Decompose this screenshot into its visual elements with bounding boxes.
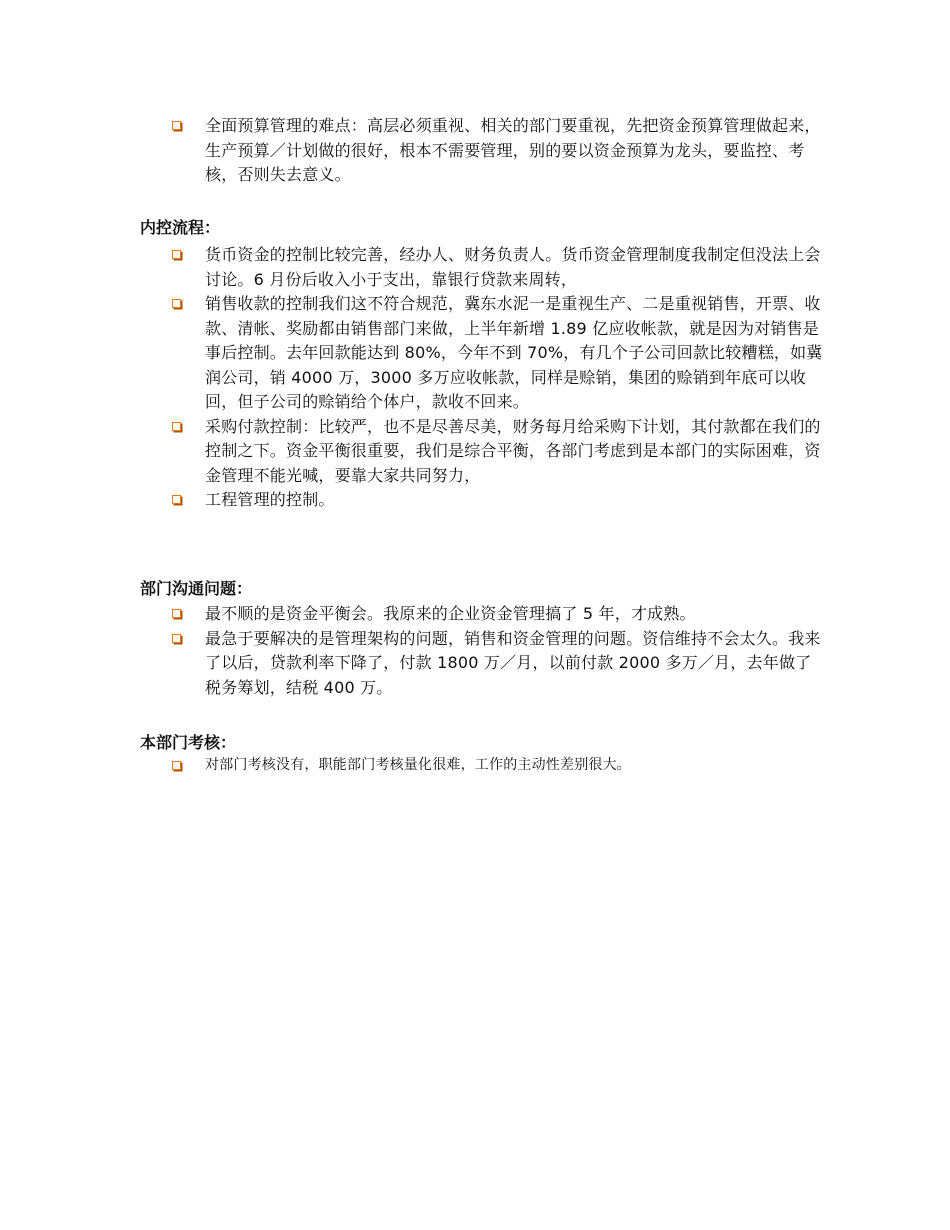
- square-bullet-icon: [172, 422, 181, 431]
- list-item: [0, 292, 825, 415]
- square-bullet-icon: [172, 634, 181, 643]
- square-bullet-icon: [172, 121, 181, 130]
- list-item: [0, 753, 825, 777]
- list-item: [0, 243, 825, 292]
- section-heading-assessment: 本部门考核：: [140, 733, 237, 752]
- square-bullet-icon: [172, 761, 181, 770]
- square-bullet-icon: [172, 250, 181, 259]
- assessment-list: [0, 753, 950, 777]
- communication-list: [0, 602, 950, 700]
- list-item-text: 货币资金的控制比较完善，经办人、财务负责人。货币资金管理制度我制定但没法上会讨论。6 月份后收入小于支出，靠银行贷款来周转，: [205, 245, 821, 289]
- list-item-text: 最急于要解决的是管理架构的问题，销售和资金管理的问题。资信维持不会太久。我来了以后，贷款利率下降了，付款 1800 万／月，以前付款 2000 多万／月，去年做了税务筹划，结税 400 万。: [205, 628, 821, 697]
- list-item: [0, 415, 825, 489]
- square-bullet-icon: [172, 495, 181, 504]
- list-item: [0, 114, 825, 188]
- square-bullet-icon: [172, 299, 181, 308]
- section-heading-internal-control: 内控流程：: [140, 218, 221, 237]
- list-item: [0, 627, 825, 701]
- list-item-text: 全面预算管理的难点：高层必须重视、相关的部门要重视，先把资金预算管理做起来，生产预算／计划做的很好，根本不需要管理，别的要以资金预算为龙头，要监控、考核，否则失去意义。: [205, 116, 821, 184]
- list-item-text: 对部门考核没有，职能部门考核量化很难，工作的主动性差别很大。: [205, 757, 631, 773]
- intro-list: [0, 114, 950, 188]
- list-item-text: 工程管理的控制。: [205, 490, 335, 509]
- internal-control-list: [0, 243, 950, 513]
- list-item: [0, 602, 825, 627]
- list-item-text: 采购付款控制：比较严，也不是尽善尽美，财务每月给采购下计划，其付款都在我们的控制之下。资金平衡很重要，我们是综合平衡，各部门考虑到是本部门的实际困难，资金管理不能光喊，要靠大家共同努力，: [205, 416, 821, 485]
- list-item: [0, 488, 825, 513]
- section-heading-communication: 部门沟通问题：: [140, 579, 253, 598]
- list-item-text: 销售收款的控制我们这不符合规范，冀东水泥一是重视生产、二是重视销售，开票、收款、清帐、奖励都由销售部门来做，上半年新增 1.89 亿应收帐款，就是因为对销售是事后控制。去年回款能达到 80%，今年不到 70%，有几个子公司回款比较糟糕，如冀润公司，销 4000 万，3000 多万应收帐款，同样是赊销，集团的赊销到年底可以收回，但子公司的赊销给个体户，款收不回来。: [205, 294, 823, 411]
- square-bullet-icon: [172, 609, 181, 618]
- list-item-text: 最不顺的是资金平衡会。我原来的企业资金管理搞了 5 年，才成熟。: [205, 604, 696, 623]
